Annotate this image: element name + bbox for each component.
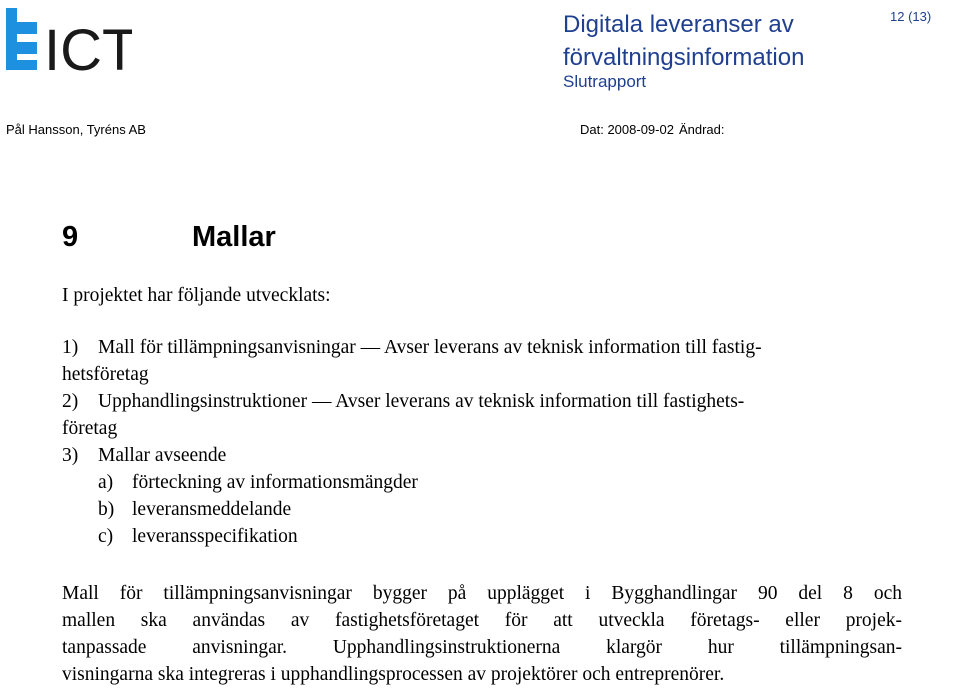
sub-list-text: förteckning av informationsmängder [132,472,418,493]
date-info [580,121,730,139]
list-item [62,388,902,442]
ict-logo [6,8,132,76]
logo-bar-top [17,22,37,34]
list-marker: 2) [62,391,79,412]
page-number: 12 (13) [890,9,932,24]
paragraph-line: Mall för tillämpningsanvisningar bygger på upplägget i Bygghandlingar 90 del 8 och [62,583,902,604]
sub-list-item [62,469,902,496]
logo-bar-main [6,8,17,70]
logo-bar-middle [17,42,37,54]
author: Pål Hansson, Tyréns AB [6,122,146,137]
section-intro: I projektet har följande utvecklats: [62,285,331,306]
list-item [62,334,902,388]
logo-bar-bottom [17,60,37,70]
paragraph-line: tanpassade anvisningar. Upphandlingsinstruktionerna klargör hur tillämpningsan- [62,637,902,658]
section-number: 9 [62,221,79,253]
list-item-text-continued: hetsföretag [62,364,149,385]
document-subtitle: Slutrapport [563,72,647,91]
sub-list-marker: a) [98,472,114,493]
paragraph-line: visningarna ska integreras i upphandlingsprocessen av projektörer och entreprenörer. [62,664,725,685]
document-title: Digitala leveranser av förvaltningsinformation [563,11,805,71]
ict-logo-graphic [6,8,132,76]
list-item [62,442,902,469]
sub-list-item [62,523,902,550]
sub-list-marker: c) [98,526,114,547]
list-marker: 1) [62,337,79,358]
section-heading [62,220,276,254]
list-item-text-continued: företag [62,418,118,439]
list-item-text: Upphandlingsinstruktioner — Avser leverans av teknisk information till fastighets- [98,391,745,412]
paragraph-line: mallen ska användas av fastighetsföretaget för att utveckla företags- eller projek- [62,610,902,631]
list-marker: 3) [62,445,79,466]
section-title: Mallar [192,221,276,253]
date-label: Dat: 2008-09-02 [580,122,674,137]
logo-text: ICT [44,18,132,76]
sub-list-item [62,496,902,523]
changed-label: Ändrad: [678,122,725,137]
numbered-list [62,334,902,550]
body-paragraph [62,580,902,688]
sub-list-text: leveransspecifikation [132,526,298,547]
list-item-text: Mallar avseende [98,445,227,466]
sub-list-text: leveransmeddelande [132,499,292,520]
sub-list-marker: b) [98,499,115,520]
list-item-text: Mall för tillämpningsanvisningar — Avser leverans av teknisk information till fastig- [98,337,762,358]
